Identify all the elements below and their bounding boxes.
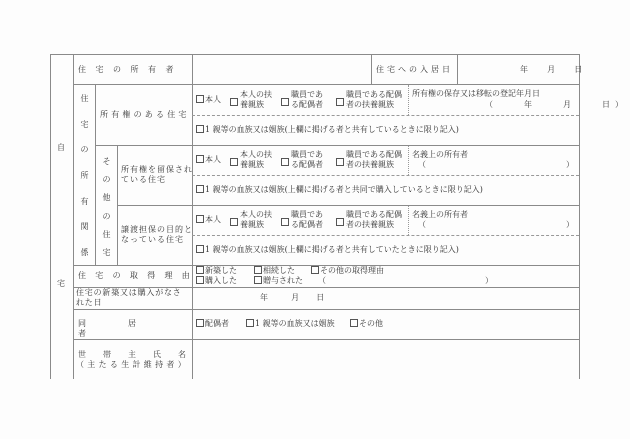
checkbox-icon[interactable] [281,218,289,226]
checkbox-icon[interactable] [230,158,238,166]
option-label: 職員である配偶者 [291,210,323,229]
other-house-label [96,156,117,258]
option-label: 本人 [205,95,221,104]
option-label: 1 親等の血族又は姻族(上欄に掲げる者と共同で購入しているときに限り記入) [205,185,483,194]
acq-option-other[interactable] [311,266,384,276]
checkbox-icon[interactable] [196,245,204,253]
month-label: 月 [547,65,556,74]
checkbox-icon[interactable] [246,319,254,327]
checkbox-icon[interactable] [336,158,344,166]
build-date-label: 住宅の新築又は購入がなされた日 [76,288,182,307]
checkbox-icon[interactable] [350,319,358,327]
household-head-label-1: 世帯主氏名 [78,350,203,359]
acq-option-new[interactable] [196,266,237,276]
label-char: の [80,145,89,155]
checkbox-icon[interactable] [254,276,262,284]
left-label-bottom: 宅 [57,279,65,288]
month-label: 月 [291,293,300,302]
nominal-owner-label: 名義上の所有者 [412,210,468,219]
row-line [117,205,580,206]
checkbox-icon[interactable] [254,266,262,274]
acq-other-paren-open: （ [318,276,326,285]
registration-date[interactable]: （ 年 月 日） [485,100,628,109]
label-char: 他 [102,193,111,203]
collateral-house-label: 譲渡担保の目的となっている住宅 [121,225,193,244]
retained-relative-option[interactable] [196,185,483,195]
acq-option-inherit[interactable] [254,266,295,276]
checkbox-icon[interactable] [281,158,289,166]
label-char: そ [102,157,111,166]
label-char: 所 [80,170,89,180]
dashed-divider [192,235,579,236]
col-divider-movein [371,54,372,84]
year-label: 年 [520,65,528,74]
checkbox-icon[interactable] [230,98,238,106]
checkbox-icon[interactable] [196,95,204,103]
checkbox-icon[interactable] [196,276,204,284]
row-line [73,309,580,310]
option-self[interactable] [196,215,221,225]
household-head-label-2: （主たる生計維持者） [76,360,189,369]
option-label: 本人の扶養親族 [240,210,272,229]
cohabitant-label [78,319,188,339]
checkbox-icon[interactable] [336,218,344,226]
owned-house-label: 所有権のある住宅 [100,110,190,119]
label-char: 住 [102,229,111,239]
owner-label-text: 住宅の所有者 [78,65,183,74]
cohab-option-other[interactable] [350,319,383,329]
nominal-owner-input[interactable] [420,220,565,230]
option-label: 本人の扶養親族 [240,90,272,109]
checkbox-icon[interactable] [230,218,238,226]
checkbox-icon[interactable] [196,185,204,193]
year-label: 年 [260,293,268,302]
label-char: 係 [80,247,89,257]
option-label: 1 親等の血族又は姻族(上欄に掲げる者と共有しているときに限り記入) [205,125,459,134]
day-label: 日 [316,293,325,302]
option-label: その他 [359,319,383,328]
checkbox-icon[interactable] [196,125,204,133]
owner-label [78,65,188,75]
option-label: 本人 [205,155,221,164]
label-char: の [102,175,111,185]
option-label: 職員である配偶者 [291,90,323,109]
option-label: その他の取得理由 [320,266,384,275]
option-label: 1 親等の血族又は姻族 [255,319,335,328]
option-label: 本人の扶養親族 [240,150,272,169]
row-line [95,145,580,146]
label-char: の [102,211,111,221]
checkbox-icon[interactable] [196,266,204,274]
cohab-option-relative[interactable] [246,319,335,329]
acquisition-label: 住宅の取得理由 [78,271,200,280]
acq-option-purchase[interactable] [196,276,237,286]
household-head-input[interactable] [193,340,578,378]
dotted-divider [408,146,409,175]
registration-label: 所有権の保存又は移転の登記年月日 [412,89,540,98]
move-in-label: 住宅への入居日 [376,65,453,74]
dotted-divider [408,206,409,235]
checkbox-icon[interactable] [281,98,289,106]
owned-relative-option[interactable] [196,125,459,135]
day-label: 日 [574,65,583,74]
build-date-value[interactable] [260,293,324,303]
dotted-divider [408,85,409,115]
label-char: 宅 [80,119,89,129]
option-label: 贈与された [263,276,303,285]
option-self[interactable] [196,155,221,165]
nominal-owner-paren-open: （ [418,160,426,169]
move-in-date[interactable] [520,65,582,75]
option-self[interactable] [196,95,221,105]
nominal-owner-input[interactable] [420,160,570,170]
collateral-relative-option[interactable] [196,245,459,255]
left-label-top: 自 [57,143,65,152]
option-label: 職員である配偶者の扶養親族 [346,210,402,229]
acq-other-paren-close: ） [485,276,493,285]
table-border-left [50,54,51,379]
retained-house-label: 所有権を留保されている住宅 [121,165,193,184]
cohabitant-label-text: 同居者 [78,319,178,338]
option-label: 1 親等の血族又は姻族(上欄に掲げる者と共有していたときに限り記入) [205,245,459,254]
dashed-divider [192,175,579,176]
nominal-owner-paren-close: ） [566,220,574,229]
label-char: 有 [80,196,89,206]
row-line [73,84,580,85]
label-char: 宅 [102,247,111,257]
option-label: 本人 [205,215,221,224]
acq-option-gift[interactable] [254,276,303,286]
option-label: 職員である配偶者の扶養親族 [346,90,402,109]
nominal-owner-paren-close: ） [566,160,574,169]
option-label: 相続した [263,266,295,275]
option-label: 購入した [205,276,237,285]
acq-other-input[interactable] [325,276,483,286]
nominal-owner-paren-open: （ [418,220,426,229]
checkbox-icon[interactable] [196,155,204,163]
nominal-owner-label: 名義上の所有者 [412,150,468,159]
option-label: 職員である配偶者 [291,150,323,169]
dashed-divider [192,115,579,116]
option-label: 職員である配偶者の扶養親族 [346,150,402,169]
col-divider-movein-value [457,54,458,84]
option-label: 新築した [205,266,237,275]
col-divider-label-value [192,54,193,379]
checkbox-icon[interactable] [196,319,204,327]
owner-input[interactable] [193,55,370,84]
option-label: 配偶者 [205,319,229,328]
checkbox-icon[interactable] [196,215,204,223]
ownership-relation-label [74,93,95,258]
label-char: 住 [80,94,89,103]
checkbox-icon[interactable] [311,266,319,274]
label-char: 関 [80,222,89,232]
checkbox-icon[interactable] [336,98,344,106]
cohab-option-spouse[interactable] [196,319,229,329]
